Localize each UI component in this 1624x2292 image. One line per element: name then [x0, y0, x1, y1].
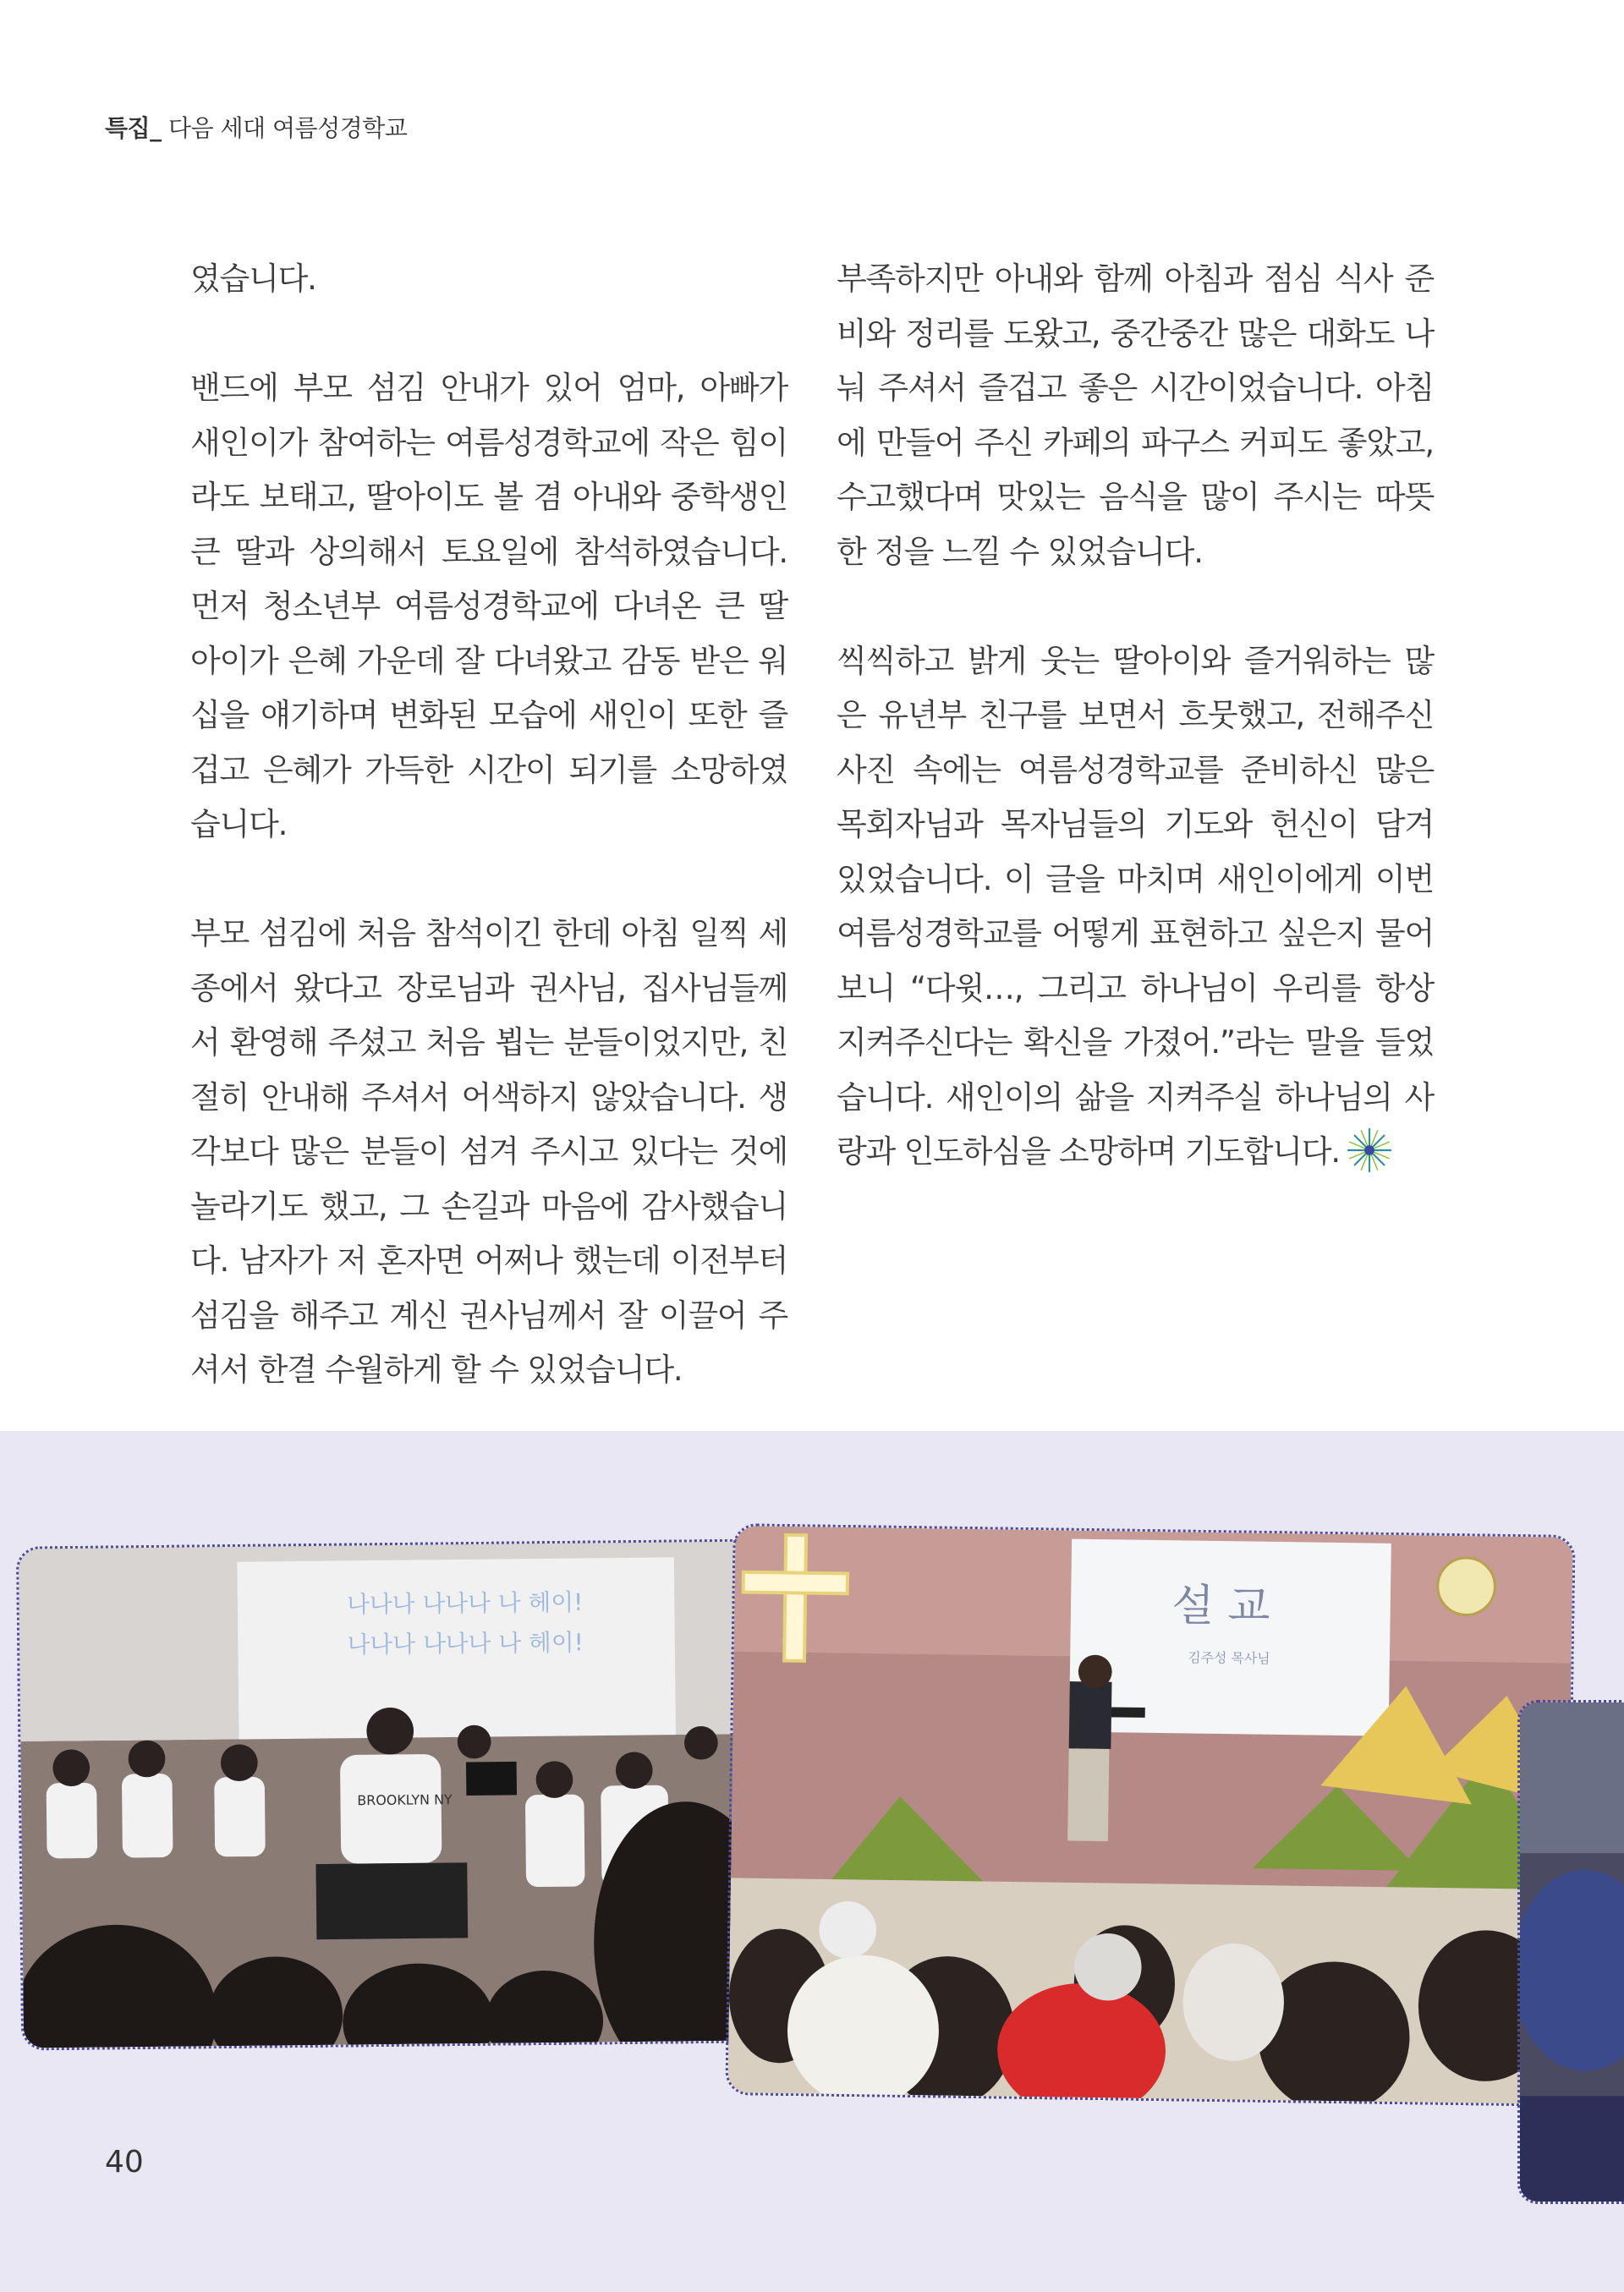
- sermon-screen-subtitle: 김주성 목사님: [1188, 1649, 1270, 1667]
- article-paragraph: 밴드에 부모 섬김 안내가 있어 엄마, 아빠가 새인이가 참여하는 여름성경학교에 작은 힘이라도 보태고, 딸아이도 볼 겸 아내와 중학생인 큰 딸과 상의해서 토요일에 참석하였습니다. 먼저 청소년부 여름성경학교에 다녀온 큰 딸아이가 은혜 가운데 잘 다녀왔고 감동 받은 워십을 얘기하며 변화된 모습에 새인이 또한 즐겁고 은혜가 가득한 시간이 되기를 소망하였습니다.: [190, 370, 787, 842]
- worship-dance-photo: [16, 1538, 765, 2050]
- article-paragraph-last: [837, 634, 1434, 1180]
- sermon-photo: [725, 1523, 1575, 2107]
- shirt-print: BROOKLYN NY: [357, 1791, 453, 1809]
- article-column-left: [190, 252, 787, 1398]
- article-paragraph: 였습니다.: [190, 260, 316, 297]
- page-number: 40: [105, 2145, 144, 2180]
- article-paragraph-text: 씩씩하고 밝게 웃는 딸아이와 즐거워하는 많은 유년부 친구를 보면서 흐뭇했고, 전해주신 사진 속에는 여름성경학교를 준비하신 많은 목회자님과 목자님들의 기도와 헌신이 담겨 있었습니다. 이 글을 마치며 새인이에게 이번 여름성경학교를 어떻게 표현하고 싶은지 물어보니 “다윗…, 그리고 하나님이 우리를 항상 지켜주신다는 확신을 가졌어.”라는 말을 들었습니다. 새인이의 삶을 지켜주실 하나님의 사랑과 인도하심을 소망하며 기도합니다.: [837, 642, 1434, 1170]
- screen-lyric-2: 나나나 나나나 나 헤이!: [347, 1628, 584, 1659]
- sermon-screen-title: 설 교: [1171, 1580, 1271, 1632]
- article-paragraph: 부모 섬김에 처음 참석이긴 한데 아침 일찍 세종에서 왔다고 장로님과 권사님, 집사님들께서 환영해 주셨고 처음 뵙는 분들이었지만, 친절히 안내해 주셔서 어색하지 않았습니다. 생각보다 많은 분들이 섬겨 주시고 있다는 것에 놀라기도 했고, 그 손길과 마음에 감사했습니다. 남자가 저 혼자면 어쩌나 했는데 이전부터 섬김을 해주고 계신 권사님께서 잘 이끌어 주셔서 한결 수월하게 할 수 있었습니다.: [190, 915, 787, 1388]
- article-paragraph: 부족하지만 아내와 함께 아침과 점심 식사 준비와 정리를 도왔고, 중간중간 많은 대화도 나눠 주셔서 즐겁고 좋은 시간이었습니다. 아침에 만들어 주신 카페의 파구스 커피도 좋았고, 수고했다며 맛있는 음식을 많이 주시는 따뜻한 정을 느낄 수 있었습니다.: [837, 260, 1434, 570]
- end-mark-icon: [1345, 1126, 1394, 1175]
- header-section: 특집_: [105, 114, 162, 142]
- screen-lyric-1: 나나나 나나나 나 헤이!: [346, 1587, 584, 1619]
- article-column-right: [837, 252, 1434, 1180]
- partial-photo: [1517, 1700, 1624, 2204]
- running-header: [105, 110, 407, 144]
- header-title: 다음 세대 여름성경학교: [168, 114, 408, 142]
